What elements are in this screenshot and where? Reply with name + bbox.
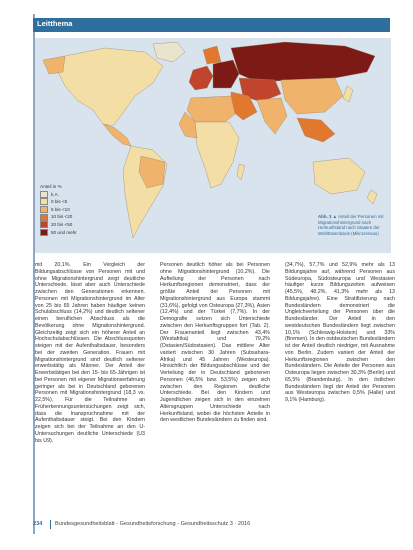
- section-label: Leitthema: [37, 19, 73, 28]
- region-australia: [313, 158, 365, 194]
- region-europe-east: [213, 60, 239, 88]
- legend-label: 50 und mehr: [51, 229, 77, 235]
- region-madagascar: [237, 164, 245, 180]
- body-paragraph: (34,7%), 57,7% und 52,9% mehr als 13 Bildungsjahre auf, während Personen aus Südeuropa, Südosteuropa und Westasien häufiger kurze Bildungszeiten aufweisen (45,5%, 48,2%, 41,3% mehr als 13 Bildungsjahre). Eine Stratifizierung nach Bundesländern demonstriert die Ungleichverteilung der Personen über die Bundesländer. Der Anteil in den westdeutschen Bundesländern liegt zwischen 10,1% (Schleswig-Holstein) und 33% (Bremen). In den ostdeutschen Bundesländern ist der Anteil deutlich niedriger, mit Ausnahme von Berlin. Zudem variiert der Anteil der Herkunftsregionen zwischen den Bundesländern. Die Anteile der Personen aus Osteuropa liegen zwischen 30,3% (Berlin) und 65,5% (Brandenburg). In den östlichen Bundesländern liegt der Anteil der Personen aus Westeuropa zwischen 0,5% (Halle) und 9,1% (Hamburg).: [285, 262, 395, 403]
- legend-label: 5 bis <10: [51, 206, 70, 212]
- legend-label: 0 bis <5: [51, 199, 68, 205]
- footer-separator: [50, 520, 51, 529]
- region-greenland: [153, 42, 185, 62]
- caption-label: Abb. 3: [318, 214, 332, 219]
- body-paragraph: mit 20,1%. Ein Vergleich der Bildungsabschlüsse von Personen mit und ohne Migrationshintergrund zeigt deutliche Unterschiede, lässt aber auch Unterschiede zwischen den Generationen erkennen. Personen mit Migrationshintergrund im Alter von 25 bis 65 Jahren haben häufiger keinen Schulabschluss (14,2%) und deutlich seltener einen beruflichen Abschluss als die Bevölkerung ohne Migrationshintergrund. Gleichzeitig zeigt sich ein höherer Anteil an Hochschulabschlüssen. Die Abschlussquoten steigen mit der Aufenthaltsdauer, besonders bei der zweiten Generation. Frauen mit Migrationshintergrund sind deutlich seltener erwerbstätig als Männer. Der Anteil der Erwerbstätigen bei den 15- bis 65-Jährigen ist bei Personen mit eigener Migrationserfahrung geringer als bei in Deutschland geborenen Personen mit Migrationshintergrund (18,3 vs. 22,5%). Für die Teilnahme an Früherkennungsuntersuchungen zeigt sich, dass die Inanspruchnahme mit der Aufenthaltsdauer steigt. Bei den Kindern zeigen sich bei der Teilnahme an den U-Untersuchungen deutliche Unterschiede (U3 bis U9).: [35, 262, 145, 444]
- legend-swatch: [40, 229, 48, 236]
- page-footer: [33, 519, 390, 531]
- legend-item: [40, 213, 77, 221]
- region-sub-saharan-africa: [195, 122, 239, 188]
- legend-label: k.A.: [51, 191, 59, 197]
- region-europe-west: [189, 66, 213, 90]
- region-east-asia: [281, 78, 343, 114]
- region-japan: [343, 86, 353, 102]
- map-legend: [40, 183, 77, 236]
- legend-swatch: [40, 198, 48, 205]
- legend-swatch: [40, 206, 48, 213]
- journal-title: Bundesgesundheitsblatt - Gesundheitsforschung - Gesundheitsschutz 3 · 2016: [55, 521, 251, 527]
- region-southeast-asia: [297, 118, 335, 142]
- legend-label: 20 bis <50: [51, 221, 73, 227]
- region-new-zealand: [367, 190, 377, 204]
- text-column-1: [35, 262, 145, 444]
- region-north-africa: [187, 96, 235, 122]
- region-central-america: [103, 124, 131, 146]
- legend-label: 10 bis <20: [51, 214, 73, 220]
- text-column-2: [160, 262, 270, 424]
- text-column-3: [285, 262, 395, 404]
- legend-swatch: [40, 214, 48, 221]
- body-paragraph: Personen deutlich höher als bei Personen ohne Migrationshintergrund (10,2%). Die Aufteilung der Personen nach Herkunftsregionen demonstriert, dass der größte Anteil der Personen mit Migrationshintergrund aus Europa stammt (31,6%), gefolgt von Osteuropa (27,3%), Asien (12,4%) und der Türkei (7,7%). In der Demografie setzen sich Unterschiede zwischen den Herkunftsgruppen fort (Tab. 2). Der Frauenanteil liegt zwischen 43,4% (Westafrika) und 79,2% (Ostasien/Südostasien). Das mittlere Alter variiert zwischen 30 Jahren (Subsahara-Afrika) und 45 Jahren (Westeuropa). Hinsichtlich der Bildungsabschlüsse und der Verteilung der in Deutschland geborenen Personen (46,5% bzw. 53,5%) zeigen sich zwischen den Regionen deutliche Unterschiede. Bei den Kindern und Jugendlichen zeigen sich in den einzelnen Altersgruppen Unterschiede nach Herkunftsland, wobei die höchsten Anteile in den westlichen Bundesländern zu finden sind.: [160, 262, 270, 424]
- legend-swatch: [40, 191, 48, 198]
- region-russia: [231, 42, 375, 82]
- caption-text: ▲ Anteil der Personen mit Migrationshintergrund nach Herkunftsland nach Staaten der Welt/Datenbasis (Mikrozensus): [318, 214, 384, 236]
- legend-item: [40, 221, 77, 229]
- section-header-bar: [33, 18, 390, 32]
- region-scandinavia: [203, 46, 221, 64]
- page-number: 234: [33, 521, 43, 527]
- region-alaska: [43, 56, 65, 74]
- region-north-america: [57, 48, 163, 126]
- legend-title: Anteil in %: [40, 184, 62, 189]
- legend-item: [40, 229, 77, 237]
- region-south-asia: [257, 98, 287, 134]
- legend-swatch: [40, 221, 48, 228]
- figure-caption: [318, 214, 392, 236]
- legend-item: [40, 198, 77, 206]
- legend-item: [40, 191, 77, 199]
- legend-item: [40, 206, 77, 214]
